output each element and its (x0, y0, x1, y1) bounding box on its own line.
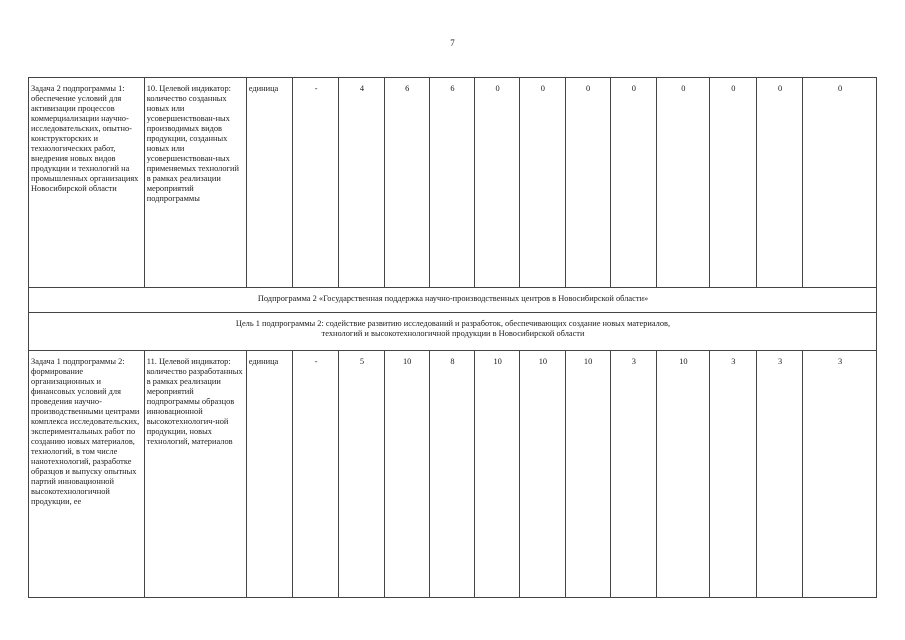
indicator-cell: 10. Целевой индикатор: количество созданных новых или усовершенствован-ных производимых видов продукции, созданных новых или усовершенствован-ных применяемых технологий в рамках реализации мероприятий подпрограммы (144, 78, 246, 288)
task-cell: Задача 1 подпрограммы 2: формирование организационных и финансовых условий для проведения научно-производственными центрами комплекса исследовательских, экспериментальных работ по созданию новых материалов, технологий, в том числе нанотехнологий, разработке образцов и выпуску опытных партий инновационной высокотехнологичной продукции, ее (29, 351, 145, 598)
table-row (29, 351, 877, 598)
value-cell: 0 (709, 78, 756, 288)
value-cell: 3 (709, 351, 756, 598)
value-cell: 8 (429, 351, 474, 598)
value-cell: 3 (803, 351, 877, 598)
subprogram-title: Подпрограмма 2 «Государственная поддержка научно-производственных центров в Новосибирской области» (29, 288, 877, 313)
value-cell: - (293, 78, 339, 288)
value-cell: 0 (565, 78, 610, 288)
goal-line: технологий и высокотехнологичной продукции в Новосибирской области (321, 329, 585, 338)
indicators-table (28, 77, 877, 598)
value-cell: 10 (520, 351, 565, 598)
value-cell: - (293, 351, 339, 598)
value-cell: 10 (475, 351, 520, 598)
value-cell: 3 (756, 351, 802, 598)
value-cell: 3 (610, 351, 656, 598)
value-cell: 0 (520, 78, 565, 288)
value-cell: 10 (384, 351, 429, 598)
page-number: 7 (450, 38, 455, 48)
value-cell: 0 (657, 78, 710, 288)
goal-cell (29, 313, 877, 351)
value-cell: 4 (339, 78, 384, 288)
goal-row (29, 313, 877, 351)
unit-cell: единица (246, 351, 292, 598)
value-cell: 5 (339, 351, 384, 598)
value-cell: 0 (803, 78, 877, 288)
value-cell: 6 (384, 78, 429, 288)
task-cell: Задача 2 подпрограммы 1: обеспечение условий для активизации процессов коммерциализации научно-исследовательских, опытно-конструкторских и технологических работ, внедрения новых видов продукции и технологий на промышленных организациях Новосибирской области (29, 78, 145, 288)
unit-cell: единица (246, 78, 292, 288)
indicator-cell: 11. Целевой индикатор: количество разработанных в рамках реализации мероприятий подпрограммы образцов инновационной высокотехнологич-ной продукции, новых технологий, материалов (144, 351, 246, 598)
value-cell: 10 (657, 351, 710, 598)
value-cell: 0 (756, 78, 802, 288)
value-cell: 10 (565, 351, 610, 598)
value-cell: 6 (429, 78, 474, 288)
goal-line: Цель 1 подпрограммы 2: содействие развитию исследований и разработок, обеспечивающих создание новых материалов, (235, 319, 671, 328)
value-cell: 0 (475, 78, 520, 288)
table-row (29, 78, 877, 288)
subprogram-row (29, 288, 877, 313)
value-cell: 0 (610, 78, 656, 288)
